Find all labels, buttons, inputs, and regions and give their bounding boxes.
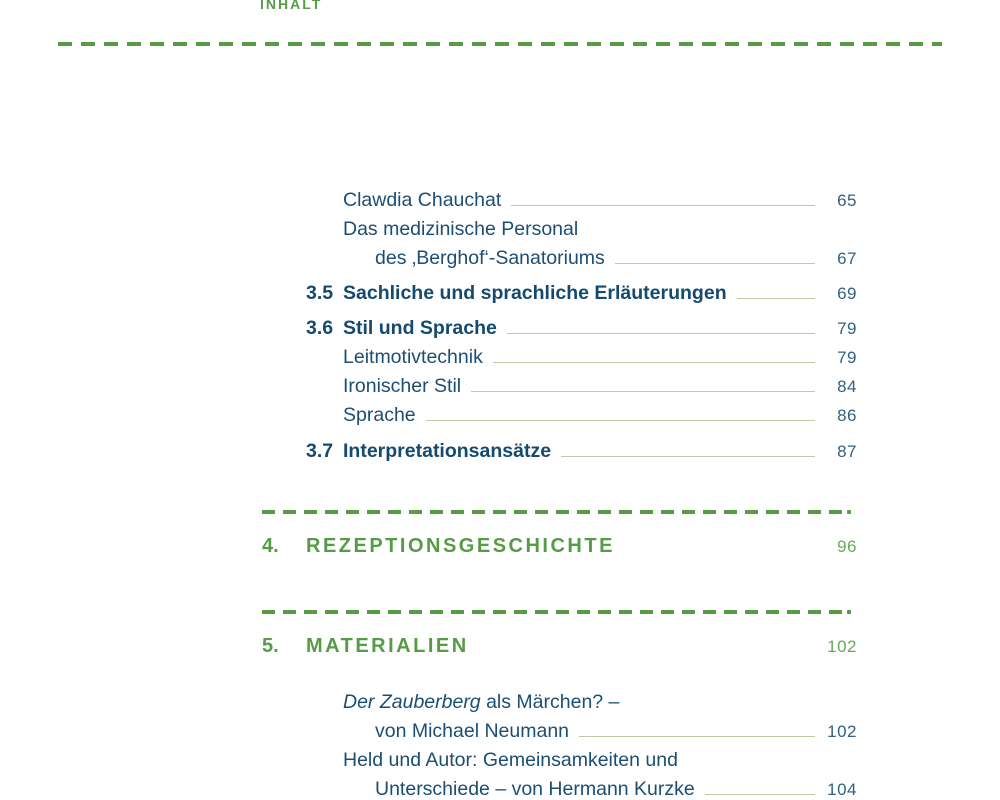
- toc-entry-label-rest: als Märchen? –: [480, 691, 620, 713]
- toc-page-number: 65: [837, 191, 857, 210]
- toc-entry: [262, 399, 857, 428]
- toc-entry: [262, 715, 857, 744]
- leader-line: [426, 420, 815, 421]
- toc-section-heading: [262, 631, 857, 661]
- section-dashed-rule: [262, 510, 842, 514]
- toc-entry-label-italic: Der Zauberberg: [343, 691, 481, 713]
- leader-line: [615, 263, 815, 264]
- toc-section-number: 3.6: [306, 317, 334, 339]
- toc-page-number: 84: [837, 377, 857, 396]
- toc-entry-label: Sprache: [343, 404, 416, 426]
- toc-entry-label: Held und Autor: Gemeinsamkeiten und: [343, 749, 678, 771]
- toc-section-heading: [262, 531, 857, 561]
- section-dashed-rule: [262, 610, 842, 614]
- leader-line: [705, 794, 815, 795]
- section-title: MATERIALIEN: [306, 634, 469, 657]
- toc-entry-label: Interpretationsansätze: [343, 440, 552, 462]
- toc-entry-label: [343, 689, 619, 715]
- leader-line: [507, 333, 815, 334]
- toc-entry: [262, 744, 857, 773]
- toc-section-number: 3.5: [306, 282, 334, 304]
- toc-section-number: 3.7: [306, 440, 334, 462]
- leader-line: [471, 391, 815, 392]
- leader-line: [737, 298, 815, 299]
- toc-entry-label: Ironischer Stil: [343, 375, 462, 397]
- toc-entry-numbered: [262, 312, 857, 341]
- section-page-number: 96: [837, 536, 857, 556]
- toc-entry-label: Clawdia Chauchat: [343, 189, 502, 211]
- leader-line: [561, 456, 815, 457]
- section-number: 4.: [262, 534, 279, 557]
- toc-entry-label: Stil und Sprache: [343, 317, 497, 339]
- toc-entry-numbered: [262, 277, 857, 306]
- page-header: INHALT: [260, 0, 323, 12]
- toc-page-number: 104: [827, 780, 857, 799]
- toc-entry: [262, 370, 857, 399]
- toc-entry: [262, 341, 857, 370]
- toc-entry-numbered: [262, 435, 857, 464]
- leader-line: [511, 205, 815, 206]
- toc-entry: [262, 773, 857, 800]
- toc-entry-label: von Michael Neumann: [375, 720, 570, 742]
- section-title: REZEPTIONSGESCHICHTE: [306, 534, 615, 557]
- toc-entry-label: des ‚Berghof‘-Sanatoriums: [375, 247, 605, 269]
- toc-entry: [262, 213, 857, 242]
- toc-entry: [262, 686, 857, 715]
- toc-entry: [262, 242, 857, 271]
- section-number: 5.: [262, 634, 279, 657]
- toc-entry: [262, 184, 857, 213]
- leader-line: [493, 362, 815, 363]
- toc-page-number: 86: [837, 406, 857, 425]
- toc-entry-label: Unterschiede – von Hermann Kurzke: [375, 778, 695, 800]
- toc-chapter-3-block: [262, 184, 857, 464]
- section-page-number: 102: [827, 636, 857, 656]
- leader-line: [579, 736, 815, 737]
- toc-page-number: 67: [837, 249, 857, 268]
- toc-page-number: 79: [837, 348, 857, 367]
- toc-materials-block: [262, 686, 857, 800]
- toc-page-number: 102: [827, 722, 857, 741]
- toc-page-number: 87: [837, 442, 857, 461]
- toc-page-number: 79: [837, 319, 857, 338]
- header-dashed-rule: [58, 42, 942, 46]
- toc-entry-label: Sachliche und sprachliche Erläuterungen: [343, 282, 727, 304]
- toc-entry-label: Das medizinische Personal: [343, 218, 579, 240]
- toc-page-number: 69: [837, 284, 857, 303]
- toc-entry-label: Leitmotivtechnik: [343, 346, 483, 368]
